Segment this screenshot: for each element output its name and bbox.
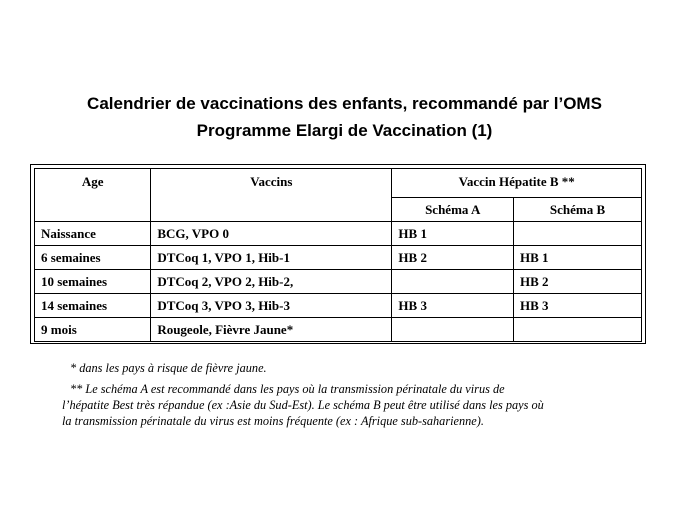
footnote-hepatitis-line-3: la transmission périnatale du virus est moins fréquente (ex : Afrique sub-saharienne). [62, 414, 484, 428]
cell-age: 6 semaines [35, 246, 151, 270]
footnote-hepatitis-line-2: l’hépatite Best très répandue (ex :Asie du Sud-Est). Le schéma B peut être utilisé dans les pays où [62, 398, 544, 412]
header-age: Age [35, 169, 151, 222]
cell-vaccins: Rougeole, Fièvre Jaune* [151, 318, 392, 342]
vaccination-table-frame [30, 164, 646, 344]
table-row [35, 222, 642, 246]
footnote-hepatitis-line-1: ** Le schéma A est recommandé dans les pays où la transmission périnatale du virus de [70, 382, 505, 396]
cell-schema-b: HB 2 [514, 270, 642, 294]
cell-schema-a: HB 1 [392, 222, 514, 246]
cell-schema-b: HB 1 [514, 246, 642, 270]
cell-vaccins: DTCoq 3, VPO 3, Hib-3 [151, 294, 392, 318]
cell-vaccins: DTCoq 2, VPO 2, Hib-2, [151, 270, 392, 294]
cell-schema-a: HB 2 [392, 246, 514, 270]
header-schema-b: Schéma B [514, 198, 642, 222]
header-vaccins: Vaccins [151, 169, 392, 222]
cell-schema-b [514, 222, 642, 246]
cell-age: 10 semaines [35, 270, 151, 294]
table-row [35, 246, 642, 270]
cell-age: 9 mois [35, 318, 151, 342]
cell-schema-b: HB 3 [514, 294, 642, 318]
cell-age: 14 semaines [35, 294, 151, 318]
cell-schema-b [514, 318, 642, 342]
page-subtitle: Programme Elargi de Vaccination (1) [196, 121, 493, 140]
table-row [35, 318, 642, 342]
header-hepatite-b: Vaccin Hépatite B ** [392, 169, 642, 198]
table-row [35, 270, 642, 294]
vaccination-table [34, 168, 642, 342]
table-header-row [35, 169, 642, 198]
cell-age: Naissance [35, 222, 151, 246]
cell-schema-a: HB 3 [392, 294, 514, 318]
header-schema-a: Schéma A [392, 198, 514, 222]
footnotes [62, 360, 662, 429]
cell-schema-a [392, 270, 514, 294]
page-title: Calendrier de vaccinations des enfants, recommandé par l’OMS [87, 94, 602, 113]
cell-vaccins: DTCoq 1, VPO 1, Hib-1 [151, 246, 392, 270]
table-row [35, 294, 642, 318]
footnote-yellow-fever: * dans les pays à risque de fièvre jaune. [70, 361, 267, 375]
cell-schema-a [392, 318, 514, 342]
cell-vaccins: BCG, VPO 0 [151, 222, 392, 246]
